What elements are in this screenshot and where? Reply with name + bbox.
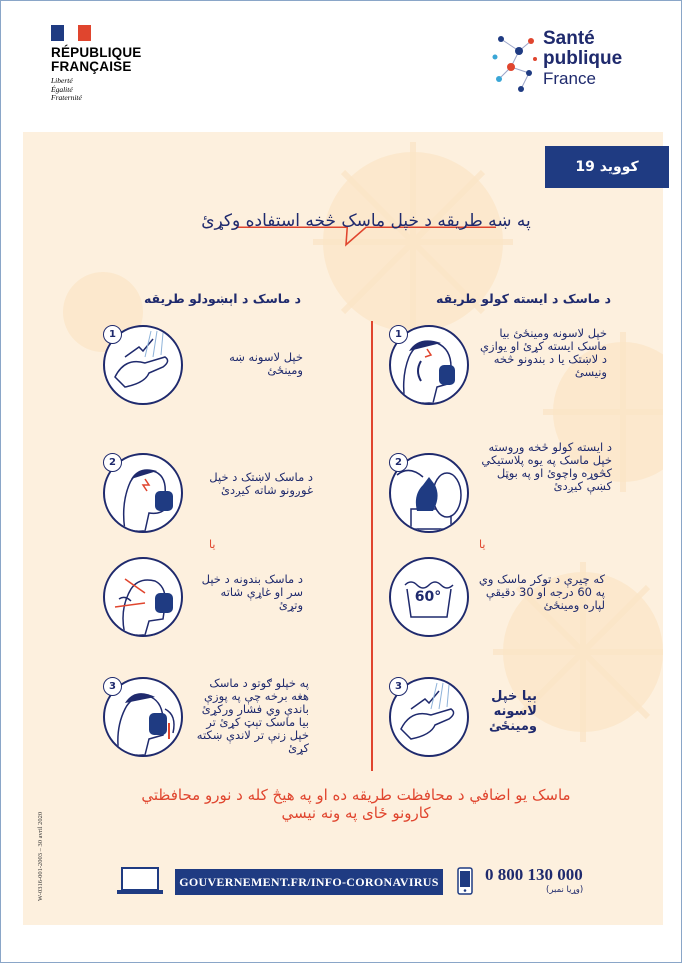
step-number: 1 <box>389 325 408 344</box>
laptop-icon <box>116 866 164 896</box>
put-on-step-3-text: په خپلو ګوتو د ماسک هغه برخه چې په پوزې باندې وي فشار ورکړئ بیا ماسک تېټ کړئ تر خپل زنې تر لاندې ښکته کړئ <box>196 676 309 755</box>
poster-title: په ښه طریقه د خپل ماسک څخه استفاده وکړئ <box>201 211 531 231</box>
step-number: 3 <box>103 677 122 696</box>
putting-on-heading: د ماسک د اېښودلو طریقه <box>143 291 301 306</box>
government-website-link[interactable]: GOUVERNEMENT.FR/INFO-CORONAVIRUS <box>175 869 443 895</box>
spf-line3: France <box>543 69 596 88</box>
covid-19-badge: کووید 19 <box>545 146 669 188</box>
take-off-step-2b-text: که چیرې د توکر ماسک وي په 60 درجه او 30 دقیقې لپاره ومینځئ <box>478 572 605 612</box>
sante-publique-france-logo <box>491 29 641 99</box>
phone-icon <box>457 867 473 895</box>
motto-liberte: Liberté <box>51 76 73 85</box>
republique-francaise-logo <box>51 25 161 115</box>
footer-note: ماسک یو اضافي د محافظت طریقه ده او په هیڅ کله د نورو محافظتي کارونو ځای په ونه نیسي <box>141 786 571 822</box>
put-on-step-2b-text: د ماسک بندونه د خپل سر او غاړې شاته وتړئ <box>201 572 303 612</box>
step-number: 2 <box>389 453 408 472</box>
republic-title-line1: RÉPUBLIQUE <box>51 45 142 60</box>
wash-temperature-label: 60° <box>414 589 442 605</box>
step-number: 2 <box>103 453 122 472</box>
take-off-step-2-text: د ایسته کولو څخه وروسته خپل ماسک په یوه پلاستیکي کڅوړه واچوئ او په بوټل کښې کیږدئ <box>481 440 612 493</box>
take-off-step-3-text: بیا خپل لاسونه ومینځئ <box>488 689 537 734</box>
step-number: 1 <box>103 325 122 344</box>
column-divider <box>371 321 373 771</box>
put-on-step-2-text: د ماسک لاښتک د خپل غوږونو شاته کیږدئ <box>209 470 313 497</box>
phone-number[interactable]: 0 800 130 000 <box>485 865 583 884</box>
motto-fraternite: Fraternité <box>51 93 82 102</box>
tie-mask-icon <box>103 557 183 637</box>
taking-off-heading: د ماسک د ایسته کولو طریقه <box>436 291 611 306</box>
step-number: 3 <box>389 677 408 696</box>
phone-free-note: (وړیا نمبر) <box>546 885 584 895</box>
take-off-step-1-text: خپل لاسونه ومینځئ بیا ماسک ایسته کړئ او یوازې د لاښتک یا د بندونو څخه ونیسئ <box>480 326 607 379</box>
french-flag-icon <box>51 25 91 41</box>
spf-line1: Santé <box>543 28 595 49</box>
spf-line2: publique <box>543 48 623 69</box>
or-separator: یا <box>209 538 216 551</box>
motto-egalite: Égalité <box>51 84 73 94</box>
or-separator: یا <box>479 538 486 551</box>
put-on-step-1-text: خپل لاسونه ښه ومینځئ <box>229 350 303 377</box>
spf-dots-icon <box>491 29 541 95</box>
republic-title-line2: FRANÇAISE <box>51 59 132 74</box>
document-reference: W-0316-001-2003 – 30 avril 2020 <box>37 811 44 901</box>
